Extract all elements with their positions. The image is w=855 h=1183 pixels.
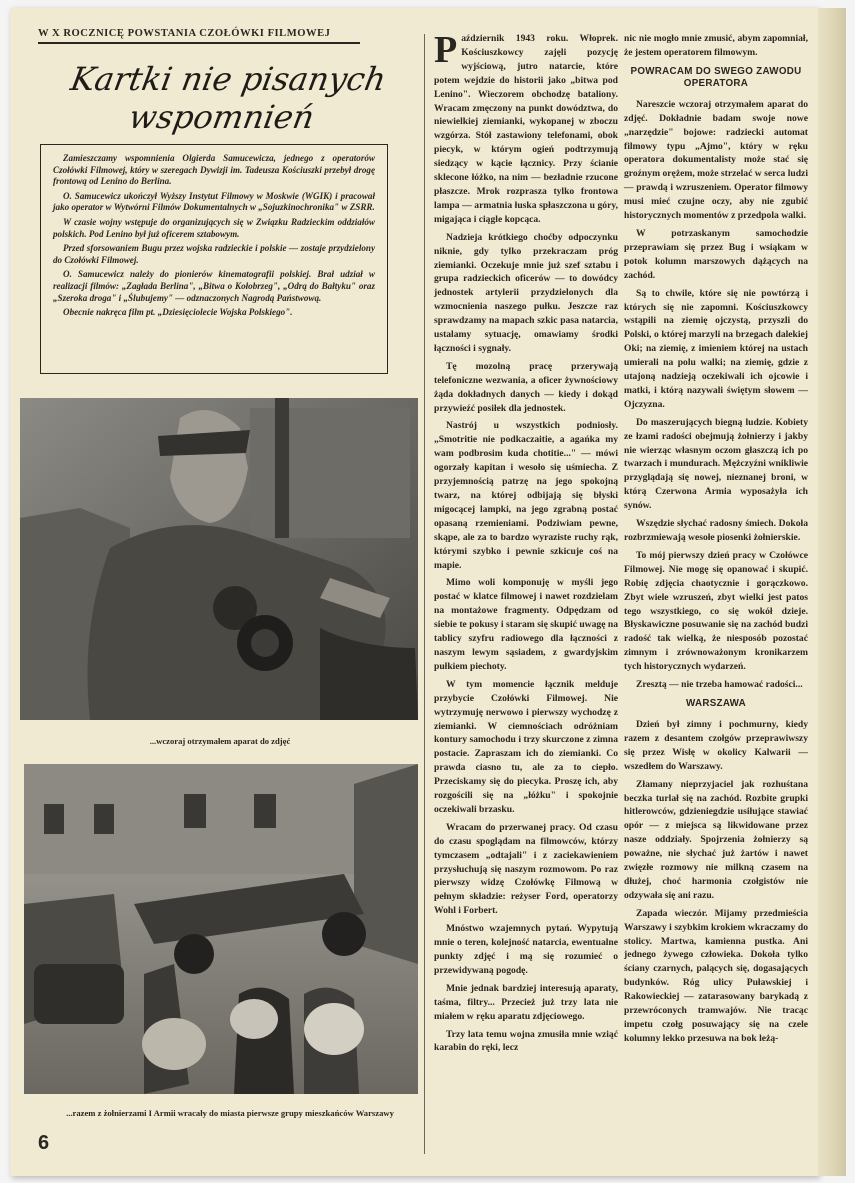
page-number: 6 — [38, 1132, 50, 1154]
dropcap-letter: P — [434, 29, 458, 71]
article-title-line1: Kartki nie pisanych — [67, 60, 389, 98]
intro-paragraph: Obecnie nakręca film pt. „Dziesięciolecie Wojska Polskiego". — [63, 307, 293, 318]
intro-paragraph: W czasie wojny wstępuje do organizujących się w Związku Radzieckim oddziałów polskich. Pod Lenino był już oficerem sztabowym. — [53, 216, 375, 239]
paragraph: Nareszcie wczoraj otrzymałem aparat do zdjęć. Dokładnie badam swoje nowe „narzędzie" bojowe: radziecki automat filmowy typu „Ajmo", który w ręku operatora dokumentalisty może stać się groźnym orężem, może strzelać w serca ludzi — prawdą i wzruszeniem. Operator filmowy musi mieć czujne oczy, aby nie zgubić historycznych momentów z przedpola walki. — [624, 98, 808, 222]
paragraph: W potrzaskanym samochodzie przeprawiam się przez Bug i wsiąkam w potok kolumn marszowych dążących na zachód. — [624, 227, 808, 281]
subheading-warsaw: WARSZAWA — [685, 697, 747, 709]
intro-paragraph: Zamieszczamy wspomnienia Olgierda Samucewicza, jednego z operatorów Czołówki Filmowej, który w szeregach Dywizji im. Tadeusza Kościuszki przebył drogę frontową od Lenino do Berlina. — [53, 153, 375, 187]
paragraph: Zapada wieczór. Mijamy przedmieścia Warszawy i szybkim krokiem wkraczamy do stolicy. Martwa, kamienna pustka. Ani jednego żywego człowieka. Dokoła tylko ściany czarnych, palących się, dogasających budynków. Róg ulicy Puławskiej i Rakowieckiej — zatarasowany barykadą z przewróconych tramwajów. Nie tracąc impetu czołg posuwający się na czele kolumny lekko przesuwa na bok leżą- — [624, 907, 808, 1044]
paragraph: Nadzieja krótkiego choćby odpoczynku niknie, gdy tylko przekraczam próg ziemianki. Oczekuje mnie już szef sztabu i grupa radzieckich oficerów — to dowódcy jednostek artylerii przydzielonych dla wzmocnienia naszego pułku. Jeszcze raz sprawdzamy na mapach szkic pasa natarcia, ustalamy sytuację, omawiamy środki łączności i sygnały. — [434, 231, 618, 354]
paragraph: Do maszerujących biegną ludzie. Kobiety ze łzami radości obejmują żołnierzy i jakby nie wierząc własnym oczom głaszczą ich po twarzach i mundurach. Mężczyźni wnikliwie przyglądają się nowej, nieznanej broni, w którą Czerwona Armia wyposażyła ich synów. — [624, 416, 808, 512]
paragraph-text: aździernik 1943 roku. Włoprek. Kościuszkowcy zajęli pozycję wyjściową, jutro natarcie, które potem wejdzie do historii jako „bitwa pod Lenino". Wieczorem obchodzę bataliony. Wracam zmęczony na punkt dowództwa, do niewielkiej ziemianki, wykopanej w zboczu wzgórza. Stół zastawiony telefonami, obok piecyk, w którym ogień podtrzymują siedzący w kącie łącznicy. Przy ścianie sklecone łóżko, na nim — bezładnie rzucone płaszcze. Mrok rozprasza tylko frontowa lampa — armatnia łuska spłaszczona u góry, migająca i ciągle kopcąca. — [434, 33, 618, 225]
intro-paragraph: Przed sforsowaniem Bugu przez wojska radzieckie i polskie — zostaje przydzielony do Czołówki Filmowej. — [53, 243, 375, 265]
paragraph: Złamany nieprzyjaciel jak rozhuśtana beczka turlał się na zachód. Rozbite grupki hitlerowców, gdzieniegdzie usiłujące stawiać opór — z miejsca są likwidowane przez nasze oddziały. Spojrzenia żołnierzy są poważne, nie słychać już żartów i nawet zwięzłe rozmowy nie milkną czasem na dłużej, choć harmonia czołgistów nie odzywała się ani razu. — [624, 778, 808, 901]
column-divider — [424, 34, 425, 1154]
paragraph: Zresztą — nie trzeba hamować radości... — [636, 679, 803, 691]
subheading-return-to-profession: POWRACAM DO SWEGO ZAWODU OPERATORA — [630, 65, 802, 89]
paragraph: Mnie jednak bardziej interesują aparaty, taśma, filtry... Przecież już trzy lata nie miałem w ręku aparatu zdjęciowego. — [434, 982, 618, 1022]
intro-paragraph: O. Samucewicz ukończył Wyższy Instytut Filmowy w Moskwie (WGIK) i pracował jako operator w Wytwórni Filmów Dokumentalnych w „Sojuzkinochronika" w ZSRR. — [53, 190, 375, 213]
paragraph: Wracam do przerwanej pracy. Od czasu do czasu spoglądam na filmowców, którzy tymczasem „odtajali" i z zaciekawieniem przysłuchują się naszym rozmowom. Po raz pierwszy widzę Czołówkę Filmową w pełnym składzie: reżyser Ford, operatorzy Wohl i Forbert. — [434, 821, 618, 917]
page-edge — [818, 8, 846, 1176]
intro-box — [40, 144, 388, 374]
section-kicker: W X ROCZNICĘ POWSTANIA CZOŁÓWKI FILMOWEJ — [38, 28, 360, 44]
paragraph: W tym momencie łącznik melduje przybycie Czołówki Filmowej. Nie wytrzymuję nerwowo i pierwszy wychodzę z ziemianki. W ciemnościach odróżniam kontury samochodu i trzy skurczone z zimna postacie. Zapraszam ich do ziemianki. Co prawda ciasno tu, ale za to ciepło. Przeciskamy się do piecyka. Proszę ich, aby rozgościli się na „łóżku" i spokojnie oczekiwali brzasku. — [434, 678, 618, 815]
paragraph: Trzy lata temu wojna zmusiła mnie wziąć karabin do ręki, lecz — [434, 1028, 618, 1054]
article-title — [43, 60, 406, 136]
text-column-2 — [624, 32, 808, 1050]
paragraph: Są to chwile, które się nie powtórzą i których się nie zapomni. Kościuszkowcy wstąpili na ziemię ojczystą, przyszli do Polski, o której marzyli na brzegach dalekiej Oki; na ziemię, z imieniem której na ustach umierali na polu walki; na ziemię, gdzie z utajoną nadzieją oczekiwali ich ojcowie i matki, i którą nazywali świętym słowem — Ojczyzna. — [624, 287, 808, 410]
paragraph: Mnóstwo wzajemnych pytań. Wypytują mnie o teren, kolejność natarcia, ewentualne punkty zdjęć i mą się rozumieć o przewidywaną pogodę. — [434, 923, 618, 976]
column-1-first-paragraph — [434, 29, 618, 227]
paragraph: Wszędzie słychać radosny śmiech. Dokoła rozbrzmiewają wesołe piosenki żołnierskie. — [624, 518, 808, 543]
paragraph: To mój pierwszy dzień pracy w Czołówce Filmowej. Nie mogę się opanować i skupić. Robię zdjęcia chaotycznie i gorączkowo. Zbyt wiele wzruszeń, zbyt wielki jest patos tego wszystkiego, co się wokół dzieje. Błyskawiczne posuwanie się na zachód budzi radość tak wielką, że niesposób pozostać zimnym i zrównoważonym kronikarzem tych historycznych wydarzeń. — [624, 549, 808, 673]
text-column-1 — [434, 29, 618, 1059]
photo-officer-with-camera — [20, 398, 418, 720]
intro-paragraph: O. Samucewicz należy do pionierów kinematografii polskiej. Brał udział w realizacji filmów: „Zagłada Berlina", „Bitwa o Kołobrzeg", „Odrą do Bałtyku" oraz „Szeroka droga" i „Ślubujemy" — odznaczonych Nagrodą Państwową. — [53, 269, 375, 303]
paragraph: Dzień był zimny i pochmurny, kiedy razem z desantem czołgów przeprawiwszy się przez Wisłę w okolicy Kalwarii — wszedłem do Warszawy. — [624, 718, 808, 772]
paragraph: Mimo woli komponuję w myśli jego postać w klatce filmowej i nawet rozdzielam na montażowe fragmenty. Odpędzam od siebie te pokusy i staram się skupić uwagę na tablicy szyfru radiowego dla łączności z naszym lewym sąsiadem, z gwardyjskim pułkiem piechoty. — [434, 577, 618, 672]
article-title-line2: wspomnień — [126, 98, 318, 136]
photo-caption-2: ...razem z żołnierzami I Armii wracały do miasta pierwsze grupy mieszkańców Warszawy — [66, 1108, 394, 1118]
paragraph: nic nie mogło mnie zmusić, abym zapomniał, że jestem operatorem filmowym. — [624, 33, 808, 58]
magazine-page — [10, 8, 818, 1176]
paragraph: Nastrój u wszystkich podniosły. „Smotritie nie podkaczaitie, a agańka my wam podbrosim kuda chotitie..." — mówi ogorzały kapitan i wesoło się uśmiecha. Z przyjemnością patrzę na jego spokojną twarz, na której odbijają się błyski migocącej lampki, na jego zgrabną postać opasaną rzemieniami. Podziwiam pewne, skąpe, ale za to bardzo wyraziste ruchy rąk, którymi szybko i pewnie szkicuje coś na mapie. — [434, 420, 618, 571]
photo-returning-residents — [24, 764, 418, 1094]
paragraph: Tę mozolną pracę przerywają telefoniczne wezwania, a oficer żywnościowy żąda dokładnych danych — kiedy i dokąd przywieźć posiłek dla jednostek. — [434, 360, 618, 414]
photo-caption-1: ...wczoraj otrzymałem aparat do zdjęć — [149, 736, 291, 746]
